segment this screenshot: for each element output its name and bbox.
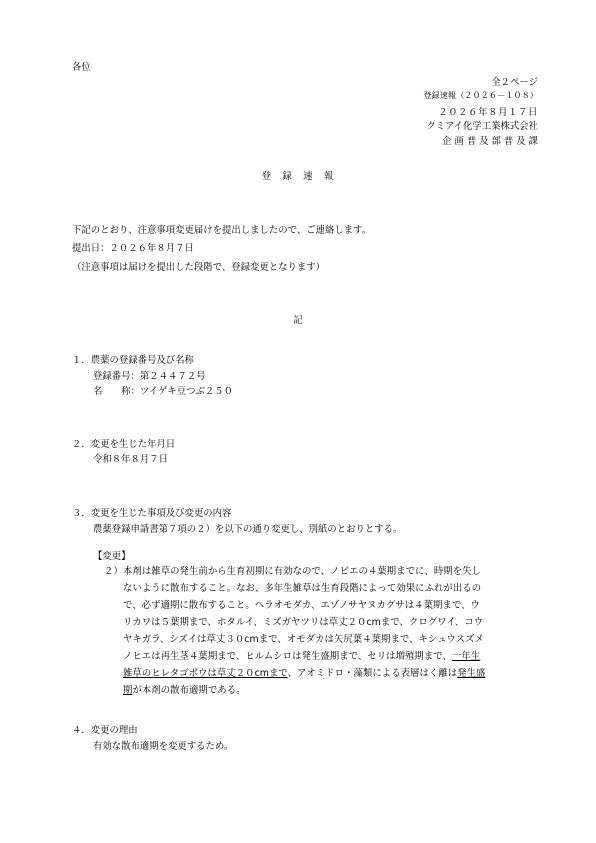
- registration-number: 登録番号：第２４４７２号: [93, 371, 206, 382]
- ki-label: 記: [293, 315, 303, 326]
- doc-number: 登録速報（２０２６－１０８）: [423, 90, 538, 100]
- underlined-text: 雑草のヒレタゴボウは草丈２０cmまで: [123, 668, 288, 679]
- change-text-line-3: で、必ず適期に散布すること。ヘラオモダカ、エゾノサヤヌカグサは４葉期まで、ウ: [123, 600, 480, 611]
- section-4-heading: ４．変更の理由: [72, 725, 138, 736]
- underlined-text: 一年生: [451, 651, 481, 662]
- section-2-heading: ２．変更を生じた年月日: [72, 439, 176, 450]
- document-title: 登 録 速 報: [261, 171, 335, 182]
- underlined-text: 期: [123, 685, 133, 696]
- section-1-heading: １．農薬の登録番号及び名称: [72, 355, 194, 366]
- change-text-line-5: ヤキガラ、シズイは草丈３０cmまで、オモダカは矢尻葉４葉期まで、キシュウスズメ: [123, 634, 484, 645]
- change-text-line-6: ノヒエは再生茎４葉期まで、ヒルムシロは発生盛期まで、セリは増殖期まで、一年生: [123, 651, 481, 662]
- change-text-line-4: リカワは５葉期まで、ホタルイ、ミズガヤツリは草丈２０cmまで、クログワイ、コウ: [123, 617, 484, 628]
- item-number: ２）: [104, 566, 123, 577]
- issue-date: ２０２６年８月１７日: [438, 107, 538, 118]
- underlined-text: 発生盛: [457, 668, 486, 679]
- section-3-heading: ３．変更を生じた事項及び変更の内容: [72, 508, 232, 519]
- change-date: 令和８年８月７日: [93, 454, 169, 465]
- company-name: クミアイ化学工業株式会社: [426, 121, 538, 132]
- change-text-line-1: 本剤は雑草の発生前から生育初期に有効なので、ノビエの４葉期までに、時期を失し: [123, 566, 481, 577]
- submission-date: 提出日：２０２６年８月７日: [72, 243, 194, 254]
- change-label: 【変更】: [93, 551, 131, 562]
- addressee: 各位: [72, 62, 91, 73]
- page-count: 全２ページ: [491, 77, 538, 88]
- department-name: 企 画 普 及 部 普 及 課: [442, 136, 538, 147]
- section-3-description: 農薬登録申請書第７項の２）を以下の通り変更し、別紙のとおりとする。: [93, 524, 403, 535]
- change-text-line-7: 雑草のヒレタゴボウは草丈２０cmまで、アオミドロ・藻類による表層はく離は発生盛: [123, 668, 486, 679]
- product-name: 名 称：ツイゲキ豆つぶ２５０: [93, 386, 233, 397]
- change-text-line-2: ないように散布すること。なお、多年生雑草は生育段階によって効果にふれが出るの: [123, 583, 482, 594]
- intro-line-1: 下記のとおり、注意事項変更届けを提出しましたので、ご連絡します。: [72, 225, 372, 236]
- change-reason: 有効な散布適期を変更するため。: [93, 741, 234, 752]
- intro-note: （注意事項は届けを提出した段階で、登録変更となります）: [72, 262, 325, 273]
- change-text-line-8: 期が本剤の散布適期である。: [123, 685, 246, 696]
